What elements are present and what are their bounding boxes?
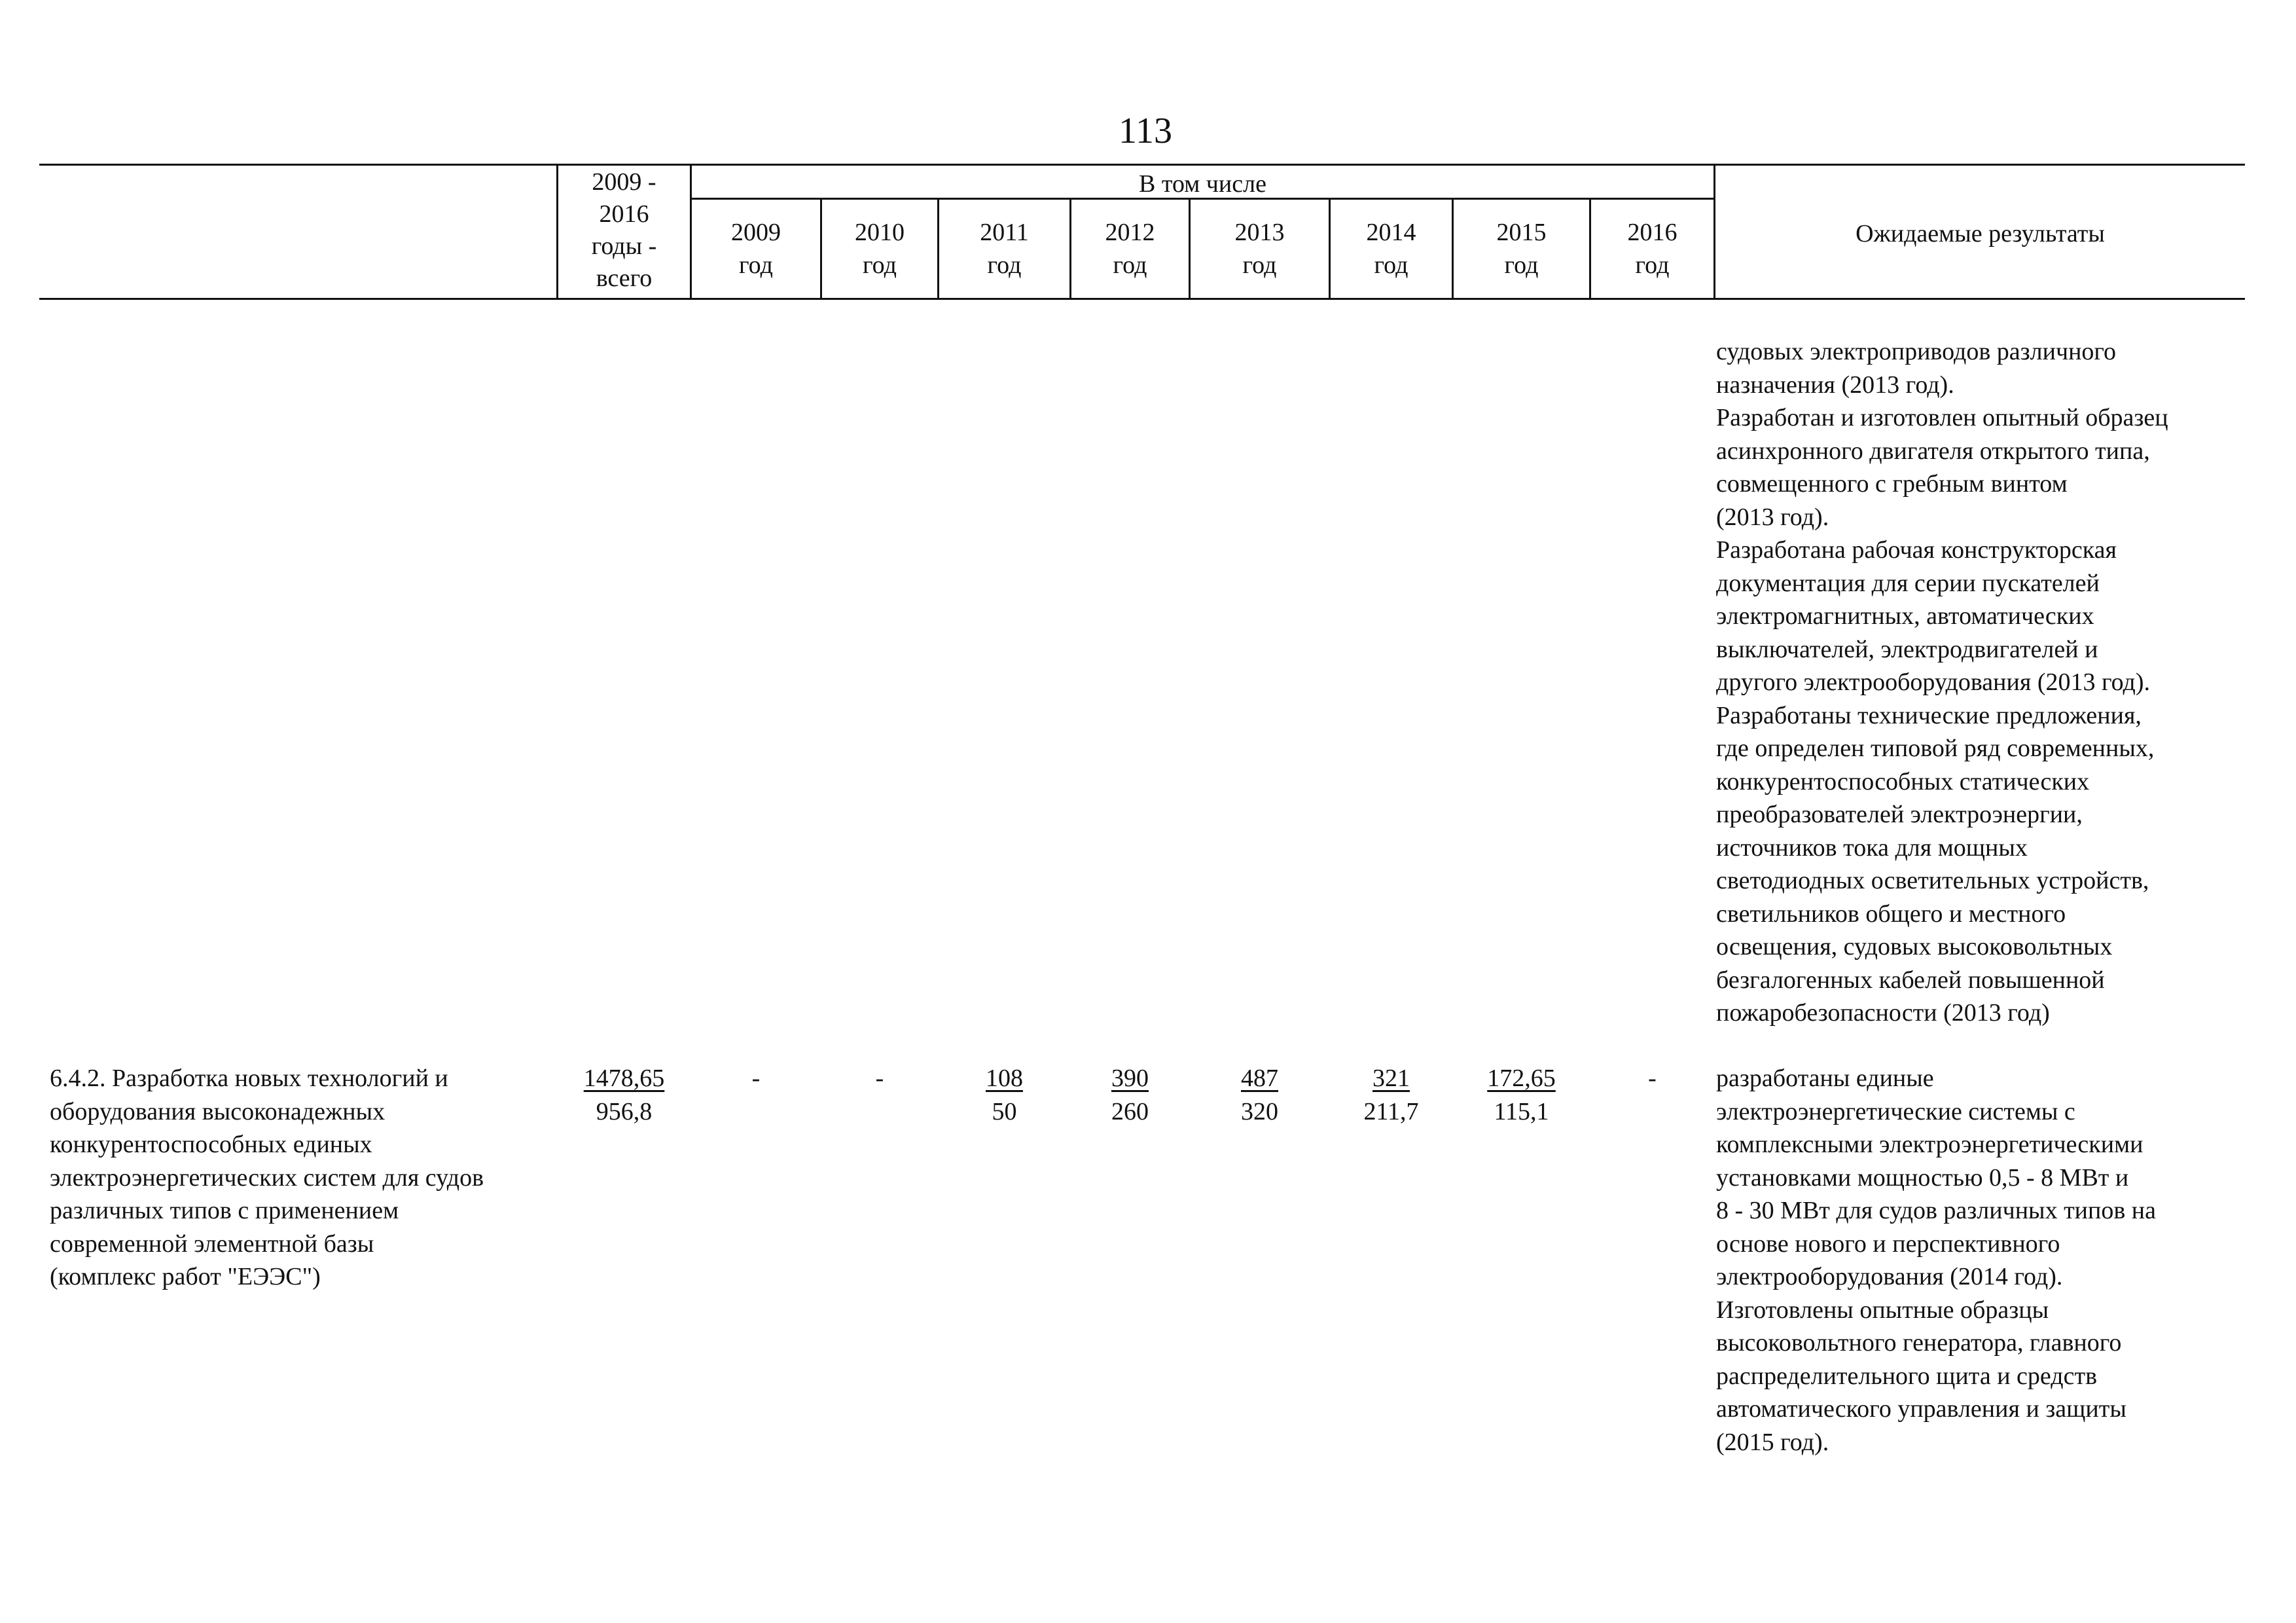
results-line: светодиодных осветительных устройств, [1716, 867, 2149, 894]
results-line: другого электрооборудования (2013 год). [1716, 668, 2151, 696]
year-unit: год [1635, 251, 1670, 279]
continuation-results [1716, 335, 2168, 1030]
total-header-line: всего [596, 264, 653, 292]
in-that-number-header: В том числе [1139, 170, 1266, 198]
value-top: 108 [986, 1065, 1023, 1092]
cell-2009 [692, 1062, 820, 1095]
header-top-rule [39, 164, 2245, 166]
value-top: 390 [1111, 1065, 1149, 1092]
cell-2012 [1071, 1062, 1189, 1128]
results-line: пожаробезопасности (2013 год) [1716, 999, 2050, 1027]
total-header-line: 2009 - [592, 168, 656, 196]
total-column-header [558, 166, 690, 295]
results-line: судовых электроприводов различного [1716, 338, 2117, 365]
results-line: электроэнергетические системы с [1716, 1097, 2075, 1125]
results-line: Разработана рабочая конструкторская [1716, 536, 2117, 564]
year-label: 2013 [1234, 219, 1285, 246]
row-title [50, 1062, 484, 1294]
year-unit: год [1242, 251, 1277, 279]
value-dash: - [875, 1065, 884, 1092]
year-header-2013 [1191, 216, 1329, 282]
results-line: распределительного щита и средств [1716, 1362, 2098, 1390]
cell-2011 [939, 1062, 1069, 1128]
cell-2013 [1191, 1062, 1329, 1128]
year-header-2011 [939, 216, 1069, 282]
year-unit: год [987, 251, 1022, 279]
year-unit: год [1504, 251, 1539, 279]
results-line: асинхронного двигателя открытого типа, [1716, 437, 2150, 465]
year-unit: год [1113, 251, 1147, 279]
cell-2010 [822, 1062, 937, 1095]
year-header-2012 [1071, 216, 1189, 282]
value-top: 487 [1241, 1065, 1278, 1092]
cell-2015 [1454, 1062, 1589, 1128]
row-title-line: электроэнергетических систем для судов [50, 1163, 484, 1192]
cell-2016 [1591, 1062, 1713, 1095]
results-line: выключателей, электродвигателей и [1716, 635, 2098, 663]
results-line: источников тока для мощных [1716, 833, 2028, 862]
results-line: электромагнитных, автоматических [1716, 602, 2094, 630]
results-line: документация для серии пускателей [1716, 569, 2100, 597]
results-line: электрооборудования (2014 год). [1716, 1263, 2063, 1290]
value-top: 321 [1372, 1065, 1410, 1092]
year-label: 2012 [1105, 219, 1155, 246]
year-label: 2016 [1627, 219, 1677, 246]
row-title-line: современной элементной базы [50, 1230, 374, 1258]
value-bottom: 50 [992, 1097, 1017, 1125]
value-dash: - [751, 1065, 761, 1092]
results-line: безгалогенных кабелей повышенной [1716, 966, 2105, 994]
total-header-line: годы - [591, 232, 657, 260]
year-unit: год [739, 251, 773, 279]
total-header-line: 2016 [599, 200, 649, 228]
value-bottom: 211,7 [1363, 1097, 1419, 1125]
year-label: 2011 [980, 219, 1029, 246]
results-line: 8 - 30 МВт для судов различных типов на [1716, 1197, 2156, 1224]
value-bottom: 260 [1111, 1097, 1149, 1125]
results-line: светильников общего и местного [1716, 900, 2066, 928]
results-line: (2015 год). [1716, 1428, 1829, 1456]
results-line: освещения, судовых высоковольтных [1716, 933, 2113, 960]
results-line: высоковольтного генератора, главного [1716, 1329, 2122, 1357]
row-title-line: конкурентоспособных единых [50, 1131, 372, 1158]
year-label: 2014 [1366, 219, 1416, 246]
results-line: основе нового и перспективного [1716, 1230, 2060, 1258]
year-header-2014 [1331, 216, 1452, 282]
results-line: комплексными электроэнергетическими [1716, 1131, 2144, 1158]
row-title-line: 6.4.2. Разработка новых технологий и [50, 1065, 448, 1092]
expected-results-header: Ожидаемые результаты [1856, 220, 2105, 247]
year-label: 2010 [855, 219, 905, 246]
year-unit: год [863, 251, 897, 279]
year-header-2015 [1454, 216, 1589, 282]
row-results [1716, 1062, 2156, 1459]
row-title-line: (комплекс работ "ЕЭЭС") [50, 1263, 321, 1290]
row-title-line: различных типов с применением [50, 1197, 399, 1224]
year-header-2010 [822, 216, 937, 282]
value-bottom: 320 [1241, 1097, 1278, 1125]
total-value-sub: 956,8 [596, 1097, 653, 1125]
results-line: Разработан и изготовлен опытный образец [1716, 404, 2168, 431]
row-title-line: оборудования высоконадежных [50, 1097, 386, 1125]
results-line: разработаны единые [1716, 1065, 1934, 1092]
value-bottom: 115,1 [1494, 1097, 1549, 1125]
results-line: конкурентоспособных статических [1716, 767, 2090, 795]
total-value: 1478,65 [583, 1065, 665, 1092]
results-line: установками мощностью 0,5 - 8 МВт и [1716, 1163, 2129, 1192]
total-cell [558, 1062, 690, 1128]
header-bottom-rule [39, 298, 2245, 300]
year-label: 2009 [731, 219, 781, 246]
value-top: 172,65 [1487, 1065, 1556, 1092]
page-number: 113 [1119, 111, 1172, 151]
year-label: 2015 [1496, 219, 1547, 246]
results-line: Разработаны технические предложения, [1716, 701, 2142, 729]
results-line: Изготовлены опытные образцы [1716, 1296, 2049, 1324]
year-unit: год [1374, 251, 1408, 279]
results-line: автоматического управления и защиты [1716, 1395, 2126, 1423]
year-header-2009 [692, 216, 820, 282]
value-dash: - [1648, 1065, 1657, 1092]
results-line: (2013 год). [1716, 503, 1829, 531]
results-line: совмещенного с гребным винтом [1716, 470, 2068, 498]
results-line: преобразователей электроэнергии, [1716, 801, 2083, 828]
cell-2014 [1331, 1062, 1452, 1128]
year-header-2016 [1591, 216, 1713, 282]
results-line: назначения (2013 год). [1716, 371, 1954, 399]
results-line: где определен типовой ряд современных, [1716, 735, 2155, 762]
